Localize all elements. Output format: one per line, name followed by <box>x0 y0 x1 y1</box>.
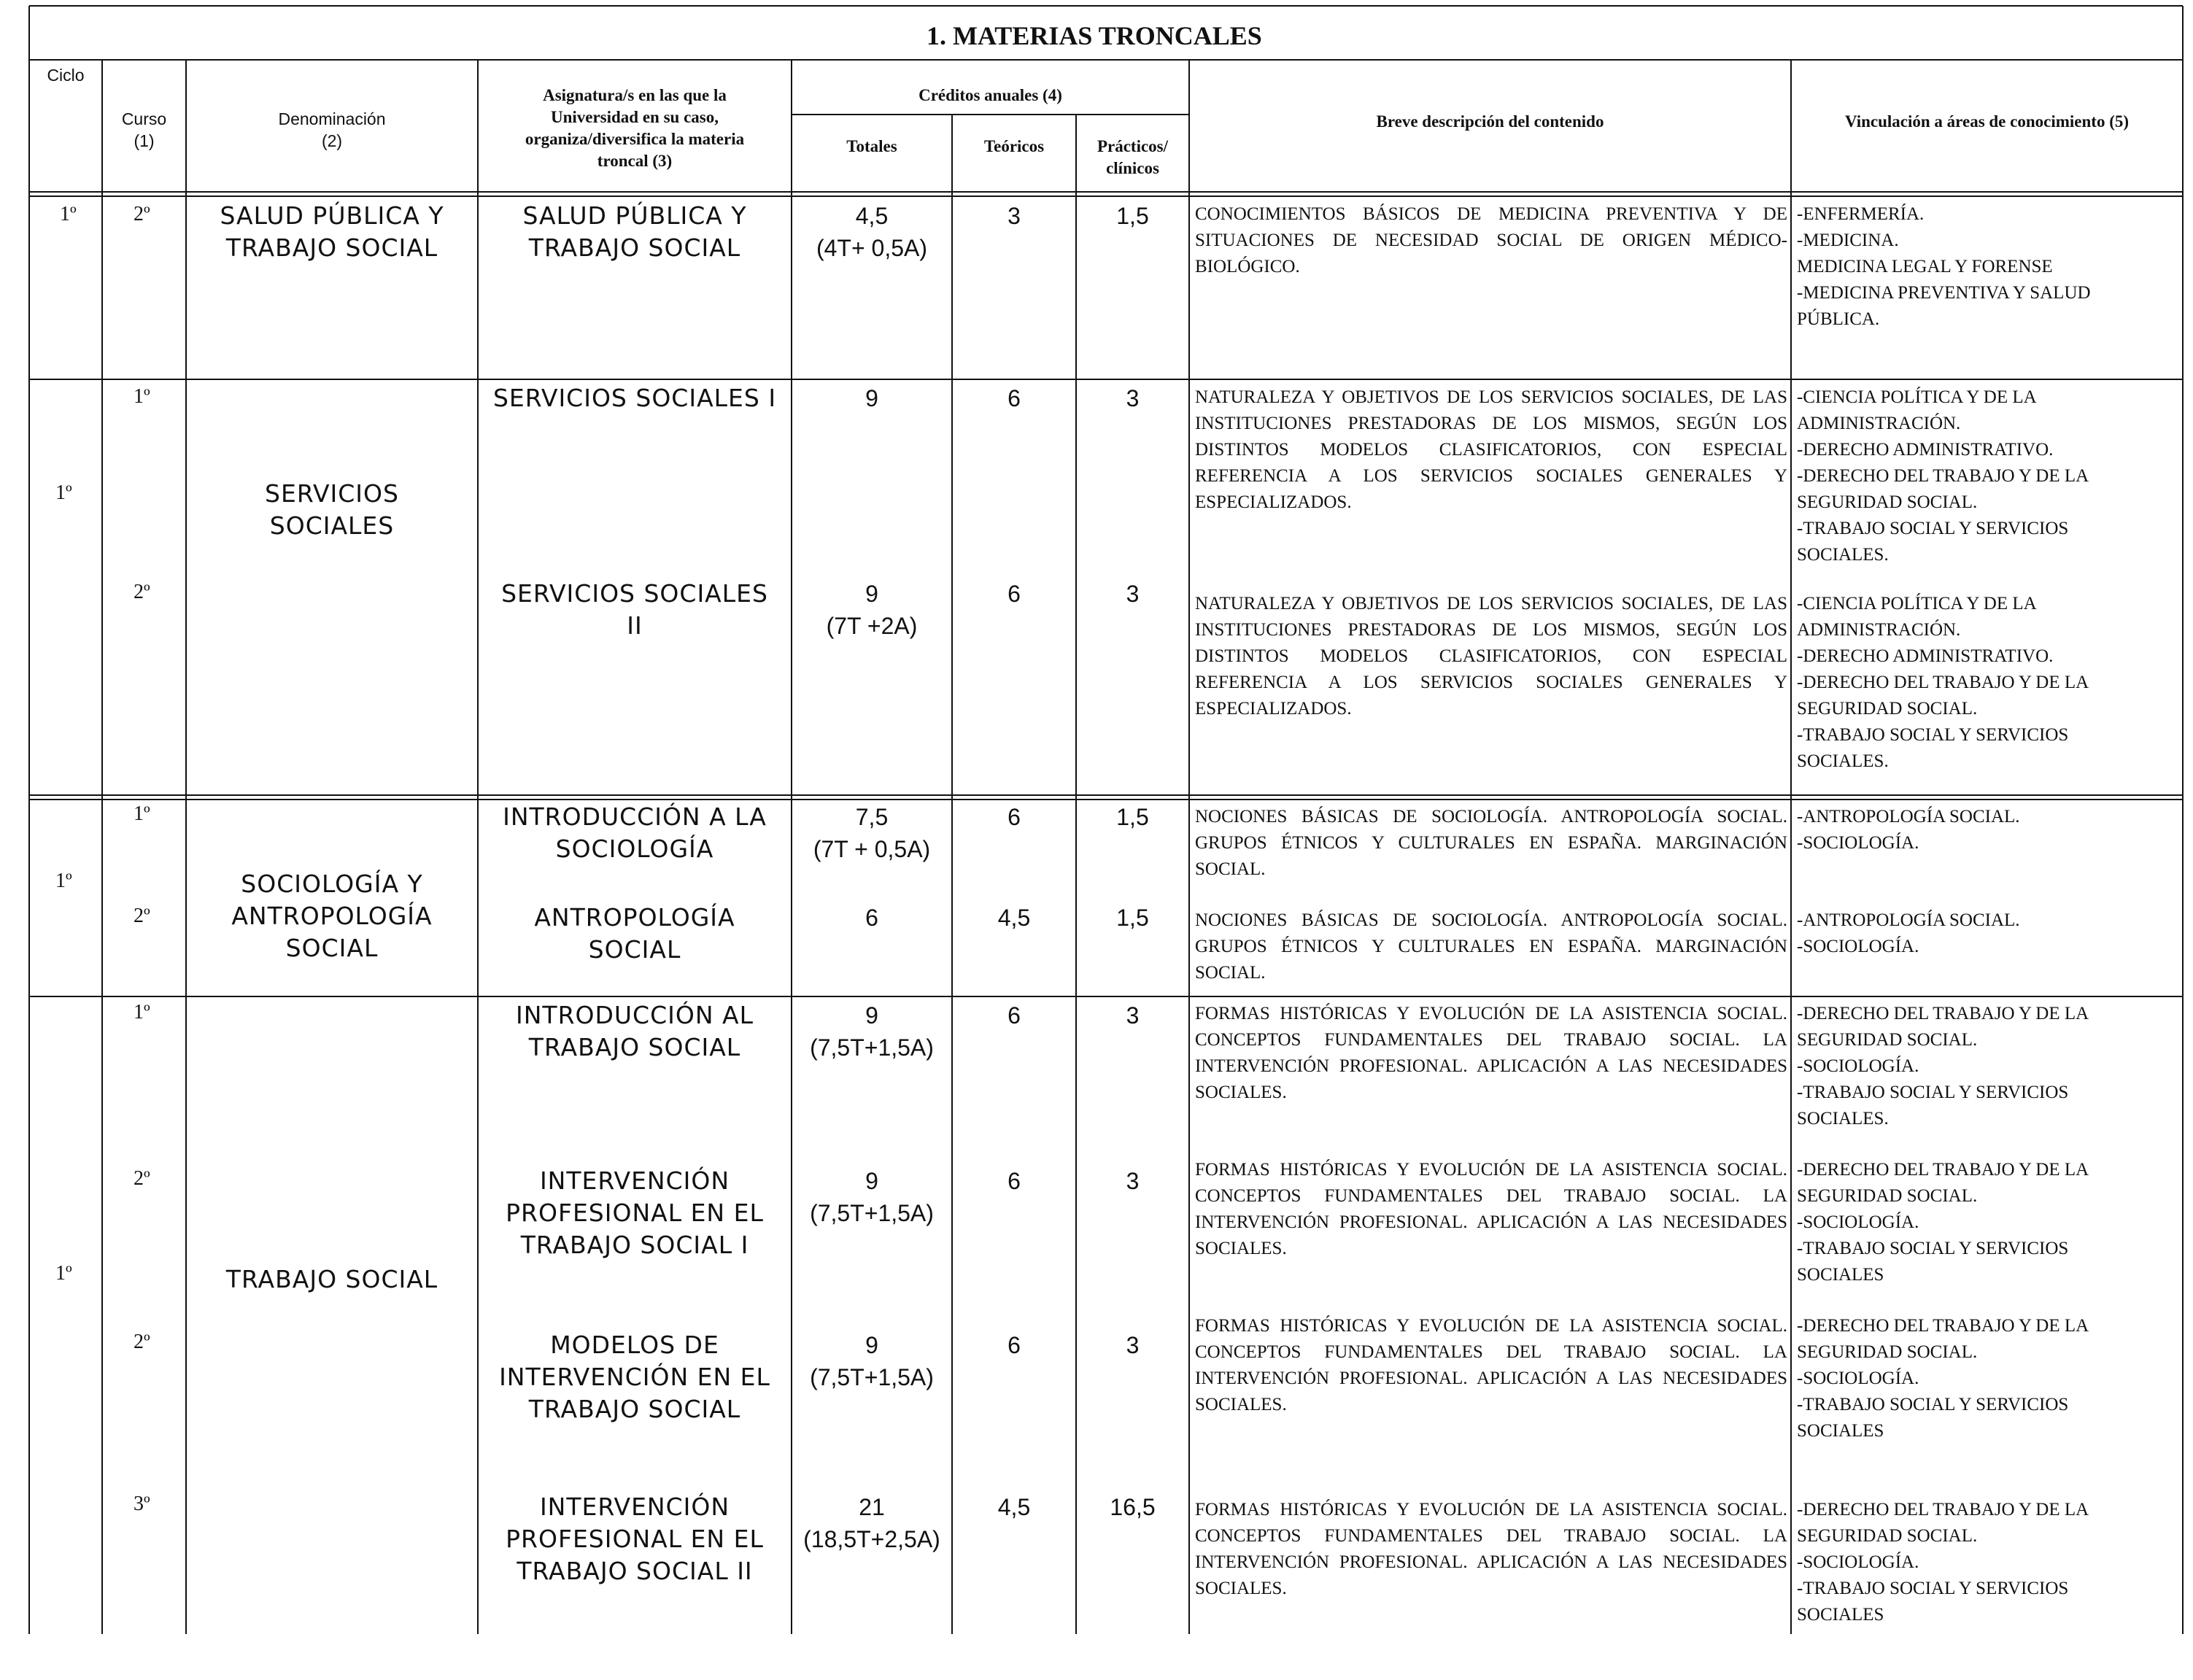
row-curso: 1º <box>134 385 150 408</box>
row-practicos: 3 <box>1126 1332 1140 1358</box>
row-asignatura <box>478 801 792 865</box>
row-areas <box>1797 907 2178 960</box>
row-areas <box>1797 1001 2178 1132</box>
area-line: -DERECHO DEL TRABAJO Y DE LA <box>1797 1316 2089 1336</box>
area-line: SOCIALES. <box>1797 751 1889 771</box>
row-descripcion: FORMAS HISTÓRICAS Y EVOLUCIÓN DE LA ASISTENCIA SOCIAL. CONCEPTOS FUNDAMENTALES DEL TRABAJO SOCIAL. LA INTERVENCIÓN PROFESIONAL. APLICACIÓN A LAS NECESIDADES SOCIALES. <box>1195 1316 1787 1414</box>
row-curso: 1º <box>134 802 150 825</box>
header-creditos: Créditos anuales (4) <box>918 86 1062 104</box>
area-line: SEGURIDAD SOCIAL. <box>1797 1030 1978 1050</box>
denominacion-line: SERVICIOS <box>265 479 399 508</box>
header-vinculacion: Vinculación a áreas de conocimiento (5) <box>1844 112 2130 131</box>
area-line: -DERECHO DEL TRABAJO Y DE LA <box>1797 466 2089 486</box>
header-curso-ref: (1) <box>134 131 155 150</box>
area-line: -SOCIOLOGÍA. <box>1797 1552 1919 1572</box>
totales-detail: (7T +2A) <box>826 613 918 639</box>
area-line: ADMINISTRACIÓN. <box>1797 620 1961 640</box>
totales-value: 6 <box>865 905 878 931</box>
row-curso: 1º <box>134 1001 150 1023</box>
header-practicos <box>1076 136 1189 179</box>
row-totales <box>792 1491 952 1555</box>
area-line: -TRABAJO SOCIAL Y SERVICIOS <box>1797 725 2069 745</box>
row-areas <box>1797 1497 2178 1628</box>
area-line: SOCIALES. <box>1797 545 1889 565</box>
area-line: SEGURIDAD SOCIAL. <box>1797 492 1978 512</box>
area-line: -ENFERMERÍA. <box>1797 204 1925 224</box>
header-practicos-line2: clínicos <box>1106 159 1159 177</box>
group-denominacion <box>186 1263 478 1296</box>
header-teoricos: Teóricos <box>983 137 1045 155</box>
row-areas <box>1797 201 2178 333</box>
row-curso: 3º <box>134 1493 150 1515</box>
area-line: -SOCIOLOGÍA. <box>1797 1056 1919 1076</box>
row-teoricos: 3 <box>1007 203 1021 229</box>
header-denominacion <box>186 108 478 152</box>
group-denominacion <box>186 200 478 264</box>
asignatura-line: TRABAJO SOCIAL II <box>517 1557 753 1585</box>
area-line: -SOCIOLOGÍA. <box>1797 937 1919 956</box>
denominacion-line: TRABAJO SOCIAL <box>225 1265 438 1293</box>
area-line: -DERECHO DEL TRABAJO Y DE LA <box>1797 1500 2089 1520</box>
group-ciclo: 1º <box>55 870 72 892</box>
area-line: -SOCIOLOGÍA. <box>1797 1369 1919 1388</box>
row-descripcion: CONOCIMIENTOS BÁSICOS DE MEDICINA PREVENTIVA Y DE SITUACIONES DE NECESIDAD SOCIAL DE ORIGEN MÉDICO-BIOLÓGICO. <box>1195 204 1787 276</box>
area-line: MEDICINA LEGAL Y FORENSE <box>1797 257 2053 276</box>
asignatura-line: INTERVENCIÓN EN EL <box>499 1363 770 1391</box>
asignatura-line: INTERVENCIÓN <box>539 1493 730 1521</box>
row-practicos: 3 <box>1126 385 1140 411</box>
area-line: -SOCIOLOGÍA. <box>1797 1212 1919 1232</box>
row-practicos: 16,5 <box>1110 1494 1156 1520</box>
area-line: SEGURIDAD SOCIAL. <box>1797 1526 1978 1546</box>
row-teoricos: 6 <box>1007 1168 1021 1194</box>
row-areas <box>1797 1313 2178 1444</box>
denominacion-line: SOCIAL <box>285 934 379 962</box>
area-line: -MEDICINA PREVENTIVA Y SALUD <box>1797 283 2091 303</box>
row-totales <box>792 1329 952 1393</box>
row-asignatura <box>478 382 792 414</box>
asignatura-line: INTERVENCIÓN <box>539 1166 730 1195</box>
area-line: SEGURIDAD SOCIAL. <box>1797 699 1978 719</box>
group-denominacion <box>186 868 478 964</box>
row-practicos: 1,5 <box>1116 203 1149 229</box>
area-line: -CIENCIA POLÍTICA Y DE LA <box>1797 387 2037 407</box>
area-line: -DERECHO ADMINISTRATIVO. <box>1797 440 2054 460</box>
asignatura-line: SALUD PÚBLICA Y <box>522 201 747 230</box>
row-descripcion: FORMAS HISTÓRICAS Y EVOLUCIÓN DE LA ASISTENCIA SOCIAL. CONCEPTOS FUNDAMENTALES DEL TRABAJO SOCIAL. LA INTERVENCIÓN PROFESIONAL. APLICACIÓN A LAS NECESIDADES SOCIALES. <box>1195 1004 1787 1102</box>
area-line: SOCIALES. <box>1797 1109 1889 1129</box>
row-teoricos: 6 <box>1007 385 1021 411</box>
row-curso: 2º <box>134 581 150 603</box>
area-line: -TRABAJO SOCIAL Y SERVICIOS <box>1797 519 2069 538</box>
totales-value: 9 <box>865 1002 878 1029</box>
row-descripcion: NOCIONES BÁSICAS DE SOCIOLOGÍA. ANTROPOLOGÍA SOCIAL. GRUPOS ÉTNICOS Y CULTURALES EN ESPAÑA. MARGINACIÓN SOCIAL. <box>1195 910 1787 983</box>
area-line: -ANTROPOLOGÍA SOCIAL. <box>1797 807 2020 827</box>
row-descripcion: NOCIONES BÁSICAS DE SOCIOLOGÍA. ANTROPOLOGÍA SOCIAL. GRUPOS ÉTNICOS Y CULTURALES EN ESPAÑA. MARGINACIÓN SOCIAL. <box>1195 807 1787 879</box>
totales-detail: (18,5T+2,5A) <box>803 1526 940 1552</box>
row-descripcion: FORMAS HISTÓRICAS Y EVOLUCIÓN DE LA ASISTENCIA SOCIAL. CONCEPTOS FUNDAMENTALES DEL TRABAJO SOCIAL. LA INTERVENCIÓN PROFESIONAL. APLICACIÓN A LAS NECESIDADES SOCIALES. <box>1195 1160 1787 1258</box>
asignatura-line: TRABAJO SOCIAL <box>528 1033 741 1061</box>
denominacion-line: TRABAJO SOCIAL <box>225 233 438 262</box>
totales-value: 9 <box>865 1332 878 1358</box>
totales-detail: (7T + 0,5A) <box>813 836 931 862</box>
denominacion-line: SOCIALES <box>269 511 395 540</box>
row-teoricos: 4,5 <box>997 905 1031 931</box>
asignatura-line: ANTROPOLOGÍA <box>534 903 735 932</box>
area-line: SOCIALES <box>1797 1605 1884 1625</box>
row-totales <box>792 801 952 865</box>
row-descripcion: FORMAS HISTÓRICAS Y EVOLUCIÓN DE LA ASISTENCIA SOCIAL. CONCEPTOS FUNDAMENTALES DEL TRABAJO SOCIAL. LA INTERVENCIÓN PROFESIONAL. APLICACIÓN A LAS NECESIDADES SOCIALES. <box>1195 1500 1787 1598</box>
header-curso <box>102 108 186 152</box>
area-line: SOCIALES <box>1797 1421 1884 1441</box>
row-teoricos: 6 <box>1007 1332 1021 1358</box>
row-practicos: 3 <box>1126 1168 1140 1194</box>
row-asignatura <box>478 902 792 966</box>
group-ciclo: 1º <box>55 1262 72 1285</box>
group-ciclo: 1º <box>55 481 72 504</box>
row-practicos: 1,5 <box>1116 804 1149 830</box>
header-asignatura-line2: Universidad en su caso, <box>550 108 719 126</box>
row-practicos: 3 <box>1126 1002 1140 1029</box>
area-line: -DERECHO ADMINISTRATIVO. <box>1797 646 2054 666</box>
header-totales: Totales <box>846 137 897 155</box>
asignatura-line: II <box>627 611 643 640</box>
row-totales <box>792 578 952 642</box>
row-curso: 2º <box>134 1331 150 1353</box>
denominacion-line: SOCIOLOGÍA Y <box>241 870 423 898</box>
totales-detail: (7,5T+1,5A) <box>810 1034 934 1061</box>
area-line: -MEDICINA. <box>1797 231 1899 250</box>
area-line: -TRABAJO SOCIAL Y SERVICIOS <box>1797 1579 2069 1598</box>
row-curso: 2º <box>134 1167 150 1190</box>
row-practicos: 3 <box>1126 581 1140 607</box>
asignatura-line: SOCIAL <box>588 935 681 964</box>
row-teoricos: 6 <box>1007 804 1021 830</box>
asignatura-line: INTRODUCCIÓN A LA <box>503 802 767 831</box>
totales-value: 7,5 <box>855 804 889 830</box>
row-practicos: 1,5 <box>1116 905 1149 931</box>
area-line: -DERECHO DEL TRABAJO Y DE LA <box>1797 673 2089 692</box>
asignatura-line: PROFESIONAL EN EL <box>506 1525 764 1553</box>
row-totales <box>792 382 952 414</box>
area-line: -TRABAJO SOCIAL Y SERVICIOS <box>1797 1239 2069 1258</box>
header-asignatura <box>478 85 792 172</box>
group-ciclo: 1º <box>60 203 77 225</box>
row-teoricos: 6 <box>1007 1002 1021 1029</box>
asignatura-line: TRABAJO SOCIAL <box>528 1395 741 1423</box>
asignatura-line: SOCIOLOGÍA <box>555 835 714 863</box>
row-curso: 2º <box>134 905 150 927</box>
header-asignatura-line1: Asignatura/s en las que la <box>543 86 727 104</box>
header-asignatura-line4: troncal (3) <box>597 152 673 170</box>
header-descripcion: Breve descripción del contenido <box>1376 112 1604 131</box>
denominacion-line: SALUD PÚBLICA Y <box>220 201 444 230</box>
row-asignatura <box>478 1329 792 1425</box>
row-totales <box>792 200 952 264</box>
area-line: -SOCIOLOGÍA. <box>1797 833 1919 853</box>
section-title: 1. MATERIAS TRONCALES <box>927 21 1262 50</box>
totales-value: 9 <box>865 1168 878 1194</box>
denominacion-line: ANTROPOLOGÍA <box>231 902 433 930</box>
row-asignatura <box>478 999 792 1064</box>
area-line: -TRABAJO SOCIAL Y SERVICIOS <box>1797 1395 2069 1414</box>
totales-detail: (7,5T+1,5A) <box>810 1200 934 1226</box>
area-line: SOCIALES <box>1797 1265 1884 1285</box>
row-areas <box>1797 1157 2178 1288</box>
row-totales <box>792 999 952 1064</box>
totales-value: 9 <box>865 385 878 411</box>
area-line: ADMINISTRACIÓN. <box>1797 414 1961 433</box>
row-areas <box>1797 384 2178 568</box>
totales-value: 21 <box>859 1494 885 1520</box>
row-asignatura <box>478 1491 792 1587</box>
row-areas <box>1797 591 2178 775</box>
totales-value: 4,5 <box>855 203 889 229</box>
row-totales <box>792 1165 952 1229</box>
header-denominacion-ref: (2) <box>321 131 343 150</box>
row-curso: 2º <box>134 203 150 225</box>
asignatura-line: SERVICIOS SOCIALES <box>501 579 768 608</box>
asignatura-line: PROFESIONAL EN EL <box>506 1199 764 1227</box>
row-descripcion: NATURALEZA Y OBJETIVOS DE LOS SERVICIOS SOCIALES, DE LAS INSTITUCIONES PRESTADORAS DE LOS MISMOS, SEGÚN LOS DISTINTOS MODELOS CLASIFICATORIOS, CON ESPECIAL REFERENCIA A LOS SERVICIOS SOCIALES GENERALES Y ESPECIALIZADOS. <box>1195 387 1787 512</box>
header-practicos-line1: Prácticos/ <box>1096 137 1169 155</box>
header-denominacion-label: Denominación <box>278 109 386 128</box>
totales-value: 9 <box>865 581 878 607</box>
asignatura-line: INTRODUCCIÓN AL <box>516 1001 754 1029</box>
totales-detail: (7,5T+1,5A) <box>810 1364 934 1390</box>
row-teoricos: 4,5 <box>997 1494 1031 1520</box>
row-descripcion: NATURALEZA Y OBJETIVOS DE LOS SERVICIOS SOCIALES, DE LAS INSTITUCIONES PRESTADORAS DE LOS MISMOS, SEGÚN LOS DISTINTOS MODELOS CLASIFICATORIOS, CON ESPECIAL REFERENCIA A LOS SERVICIOS SOCIALES GENERALES Y ESPECIALIZADOS. <box>1195 594 1787 719</box>
area-line: -DERECHO DEL TRABAJO Y DE LA <box>1797 1160 2089 1180</box>
asignatura-line: TRABAJO SOCIAL <box>528 233 741 262</box>
area-line: PÚBLICA. <box>1797 309 1880 329</box>
row-asignatura <box>478 200 792 264</box>
asignatura-line: SERVICIOS SOCIALES I <box>492 384 777 412</box>
area-line: -ANTROPOLOGÍA SOCIAL. <box>1797 910 2020 930</box>
area-line: -TRABAJO SOCIAL Y SERVICIOS <box>1797 1083 2069 1102</box>
header-ciclo: Ciclo <box>47 66 85 85</box>
asignatura-line: TRABAJO SOCIAL I <box>520 1231 749 1259</box>
header-curso-label: Curso <box>121 109 167 128</box>
area-line: -CIENCIA POLÍTICA Y DE LA <box>1797 594 2037 613</box>
group-denominacion <box>186 478 478 542</box>
area-line: -DERECHO DEL TRABAJO Y DE LA <box>1797 1004 2089 1023</box>
row-asignatura <box>478 1165 792 1261</box>
area-line: SEGURIDAD SOCIAL. <box>1797 1342 1978 1362</box>
header-asignatura-line3: organiza/diversifica la materia <box>525 130 745 148</box>
row-asignatura <box>478 578 792 642</box>
row-areas <box>1797 804 2178 856</box>
asignatura-line: MODELOS DE <box>550 1331 719 1359</box>
area-line: SEGURIDAD SOCIAL. <box>1797 1186 1978 1206</box>
totales-detail: (4T+ 0,5A) <box>816 235 928 261</box>
row-totales <box>792 902 952 934</box>
row-teoricos: 6 <box>1007 581 1021 607</box>
